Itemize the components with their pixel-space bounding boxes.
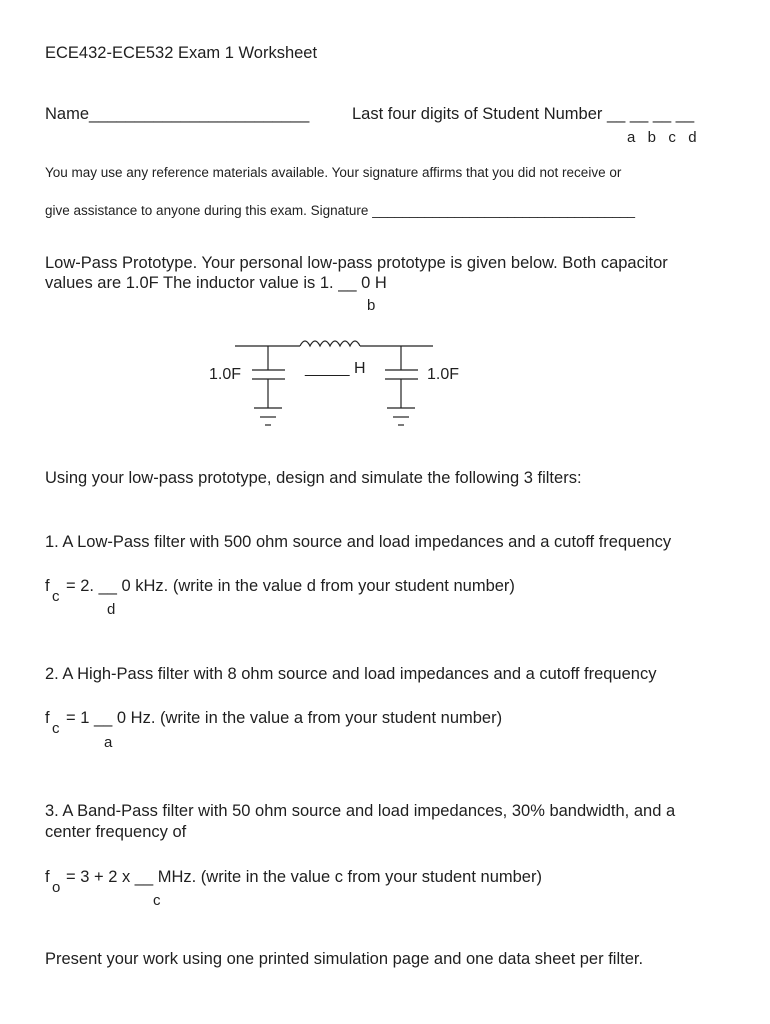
prototype-line-2: values are 1.0F The inductor value is 1. __ 0 H	[45, 274, 387, 292]
filter-3-letter: c	[153, 892, 161, 909]
filter-1-symbol: f	[45, 577, 50, 595]
prototype-letter-b: b	[367, 297, 376, 314]
student-number-field: Last four digits of Student Number __ __ __ __	[352, 105, 695, 123]
prototype-line-1: Low-Pass Prototype. Your personal low-pass prototype is given below. Both capacitor	[45, 254, 668, 272]
instructions-line-1: You may use any reference materials available. Your signature affirms that you did not receive or	[45, 165, 622, 180]
filter-2-symbol: f	[45, 709, 50, 727]
page-title: ECE432-ECE532 Exam 1 Worksheet	[45, 44, 318, 62]
filter-2-subscript: c	[52, 720, 60, 737]
inductor-label: _____ H	[305, 360, 366, 377]
filter-2-description: 2. A High-Pass filter with 8 ohm source and load impedances and a cutoff frequency	[45, 665, 657, 683]
inductor-coil	[300, 341, 360, 346]
filter-3-description-line-1: 3. A Band-Pass filter with 50 ohm source and load impedances, 30% bandwidth, and a	[45, 802, 676, 820]
cap-right-label: 1.0F	[427, 366, 460, 383]
filter-1-description: 1. A Low-Pass filter with 500 ohm source and load impedances and a cutoff frequency	[45, 533, 672, 551]
filter-3-formula: = 3 + 2 x __ MHz. (write in the value c from your student number)	[66, 868, 542, 886]
filter-2-letter: a	[104, 734, 113, 751]
cap-left-label: 1.0F	[209, 366, 242, 383]
student-digit-letters: a b c d	[627, 129, 697, 146]
filter-1-subscript: c	[52, 588, 60, 605]
filter-2-formula: = 1 __ 0 Hz. (write in the value a from your student number)	[66, 709, 503, 727]
filter-3-description-line-2: center frequency of	[45, 823, 187, 841]
instructions-signature-line: give assistance to anyone during this exam. Signature ___________________________________	[45, 203, 635, 218]
name-field: Name________________________	[45, 105, 310, 123]
filter-1-letter: d	[107, 601, 116, 618]
filter-3-symbol: f	[45, 868, 50, 886]
design-intro: Using your low-pass prototype, design and simulate the following 3 filters:	[45, 469, 582, 487]
filter-1-formula: = 2. __ 0 kHz. (write in the value d from your student number)	[66, 577, 515, 595]
footer-instruction: Present your work using one printed simulation page and one data sheet per filter.	[45, 950, 644, 968]
filter-3-subscript: o	[52, 879, 61, 896]
